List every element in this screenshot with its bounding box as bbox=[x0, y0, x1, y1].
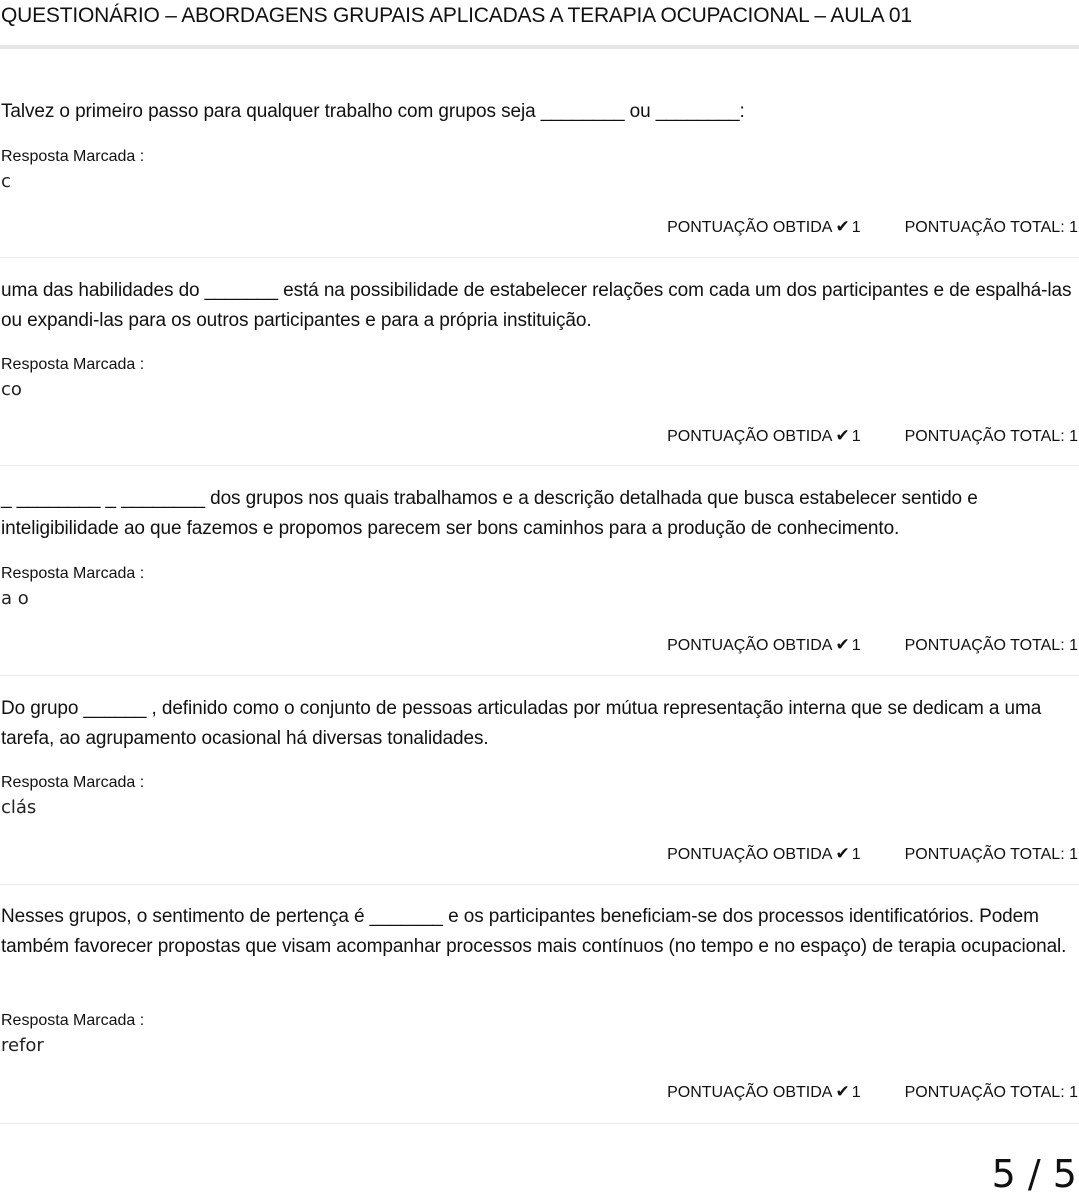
score-obtained-label: PONTUAÇÃO OBTIDA bbox=[667, 637, 833, 654]
answer-label: Resposta Marcada : bbox=[1, 356, 145, 373]
answer-value: c bbox=[1, 171, 11, 192]
question-text: Do grupo ______ , definido como o conjunto de pessoas articuladas por mútua representação interna que se dedicam a uma tarefa, ao agrupamento ocasional há diversas tonalidades. bbox=[1, 698, 1042, 749]
answer-label: Resposta Marcada : bbox=[1, 774, 145, 791]
question-text: Talvez o primeiro passo para qualquer trabalho com grupos seja ________ ou ________: bbox=[1, 101, 745, 122]
question-item bbox=[0, 902, 1079, 1124]
score-total-value: 1 bbox=[1069, 219, 1078, 236]
question-item bbox=[0, 97, 1079, 258]
question-text: Nesses grupos, o sentimento de pertença é _______ e os participantes beneficiam-se dos processos identificatórios. Podem também favorecer propostas que visam acompanhar processos mais contínuos (no tempo e no espaço) de terapia ocupacional. bbox=[1, 906, 1067, 957]
answer-value: co bbox=[1, 379, 22, 400]
check-icon: ✔ bbox=[835, 217, 850, 236]
score-total-value: 1 bbox=[1069, 846, 1078, 863]
score-row bbox=[667, 217, 1078, 238]
score-total-label: PONTUAÇÃO TOTAL: bbox=[904, 846, 1065, 863]
score-obtained-value: 1 bbox=[851, 219, 861, 236]
question-item bbox=[0, 694, 1079, 885]
page-title: QUESTIONÁRIO – ABORDAGENS GRUPAIS APLICADAS A TERAPIA OCUPACIONAL – AULA 01 bbox=[1, 4, 912, 27]
score-total-value: 1 bbox=[1069, 1084, 1078, 1101]
score-obtained-label: PONTUAÇÃO OBTIDA bbox=[667, 219, 833, 236]
score-obtained-label: PONTUAÇÃO OBTIDA bbox=[667, 846, 833, 863]
score-total-label: PONTUAÇÃO TOTAL: bbox=[904, 219, 1065, 236]
answer-value: a o bbox=[1, 588, 29, 609]
score-obtained-value: 1 bbox=[851, 428, 861, 445]
score-obtained-label: PONTUAÇÃO OBTIDA bbox=[667, 428, 833, 445]
score-obtained-value: 1 bbox=[851, 846, 861, 863]
score-row bbox=[667, 844, 1078, 865]
question-text: uma das habilidades do _______ está na possibilidade de estabelecer relações com cada um dos participantes e de espalhá-las ou expandi-las para os outros participantes e para a própria instituição. bbox=[1, 280, 1072, 331]
answer-label: Resposta Marcada : bbox=[1, 148, 145, 165]
score-total-value: 1 bbox=[1069, 637, 1078, 654]
answer-label: Resposta Marcada : bbox=[1, 565, 145, 582]
score-obtained-label: PONTUAÇÃO OBTIDA bbox=[667, 1084, 833, 1101]
score-obtained-value: 1 bbox=[851, 637, 861, 654]
check-icon: ✔ bbox=[835, 1082, 850, 1101]
answer-value: refor bbox=[1, 1035, 44, 1056]
check-icon: ✔ bbox=[835, 635, 850, 654]
page-header bbox=[0, 0, 1079, 49]
check-icon: ✔ bbox=[835, 844, 850, 863]
check-icon: ✔ bbox=[835, 426, 850, 445]
question-text: _ ________ _ ________ dos grupos nos quais trabalhamos e a descrição detalhada que busca estabelecer sentido e inteligibilidade ao que fazemos e propomos parecem ser bons caminhos para a produção de conhecimento. bbox=[1, 488, 978, 539]
question-item bbox=[0, 276, 1079, 466]
answer-label: Resposta Marcada : bbox=[1, 1012, 145, 1029]
question-item bbox=[0, 484, 1079, 676]
score-total-label: PONTUAÇÃO TOTAL: bbox=[904, 637, 1065, 654]
score-row bbox=[667, 426, 1078, 447]
score-total-value: 1 bbox=[1069, 428, 1078, 445]
score-row bbox=[667, 635, 1078, 656]
final-score: 5 / 5 bbox=[991, 1152, 1077, 1196]
score-total-label: PONTUAÇÃO TOTAL: bbox=[904, 428, 1065, 445]
score-total-label: PONTUAÇÃO TOTAL: bbox=[904, 1084, 1065, 1101]
answer-value: clás bbox=[1, 797, 37, 818]
score-row bbox=[667, 1082, 1078, 1103]
score-obtained-value: 1 bbox=[851, 1084, 861, 1101]
